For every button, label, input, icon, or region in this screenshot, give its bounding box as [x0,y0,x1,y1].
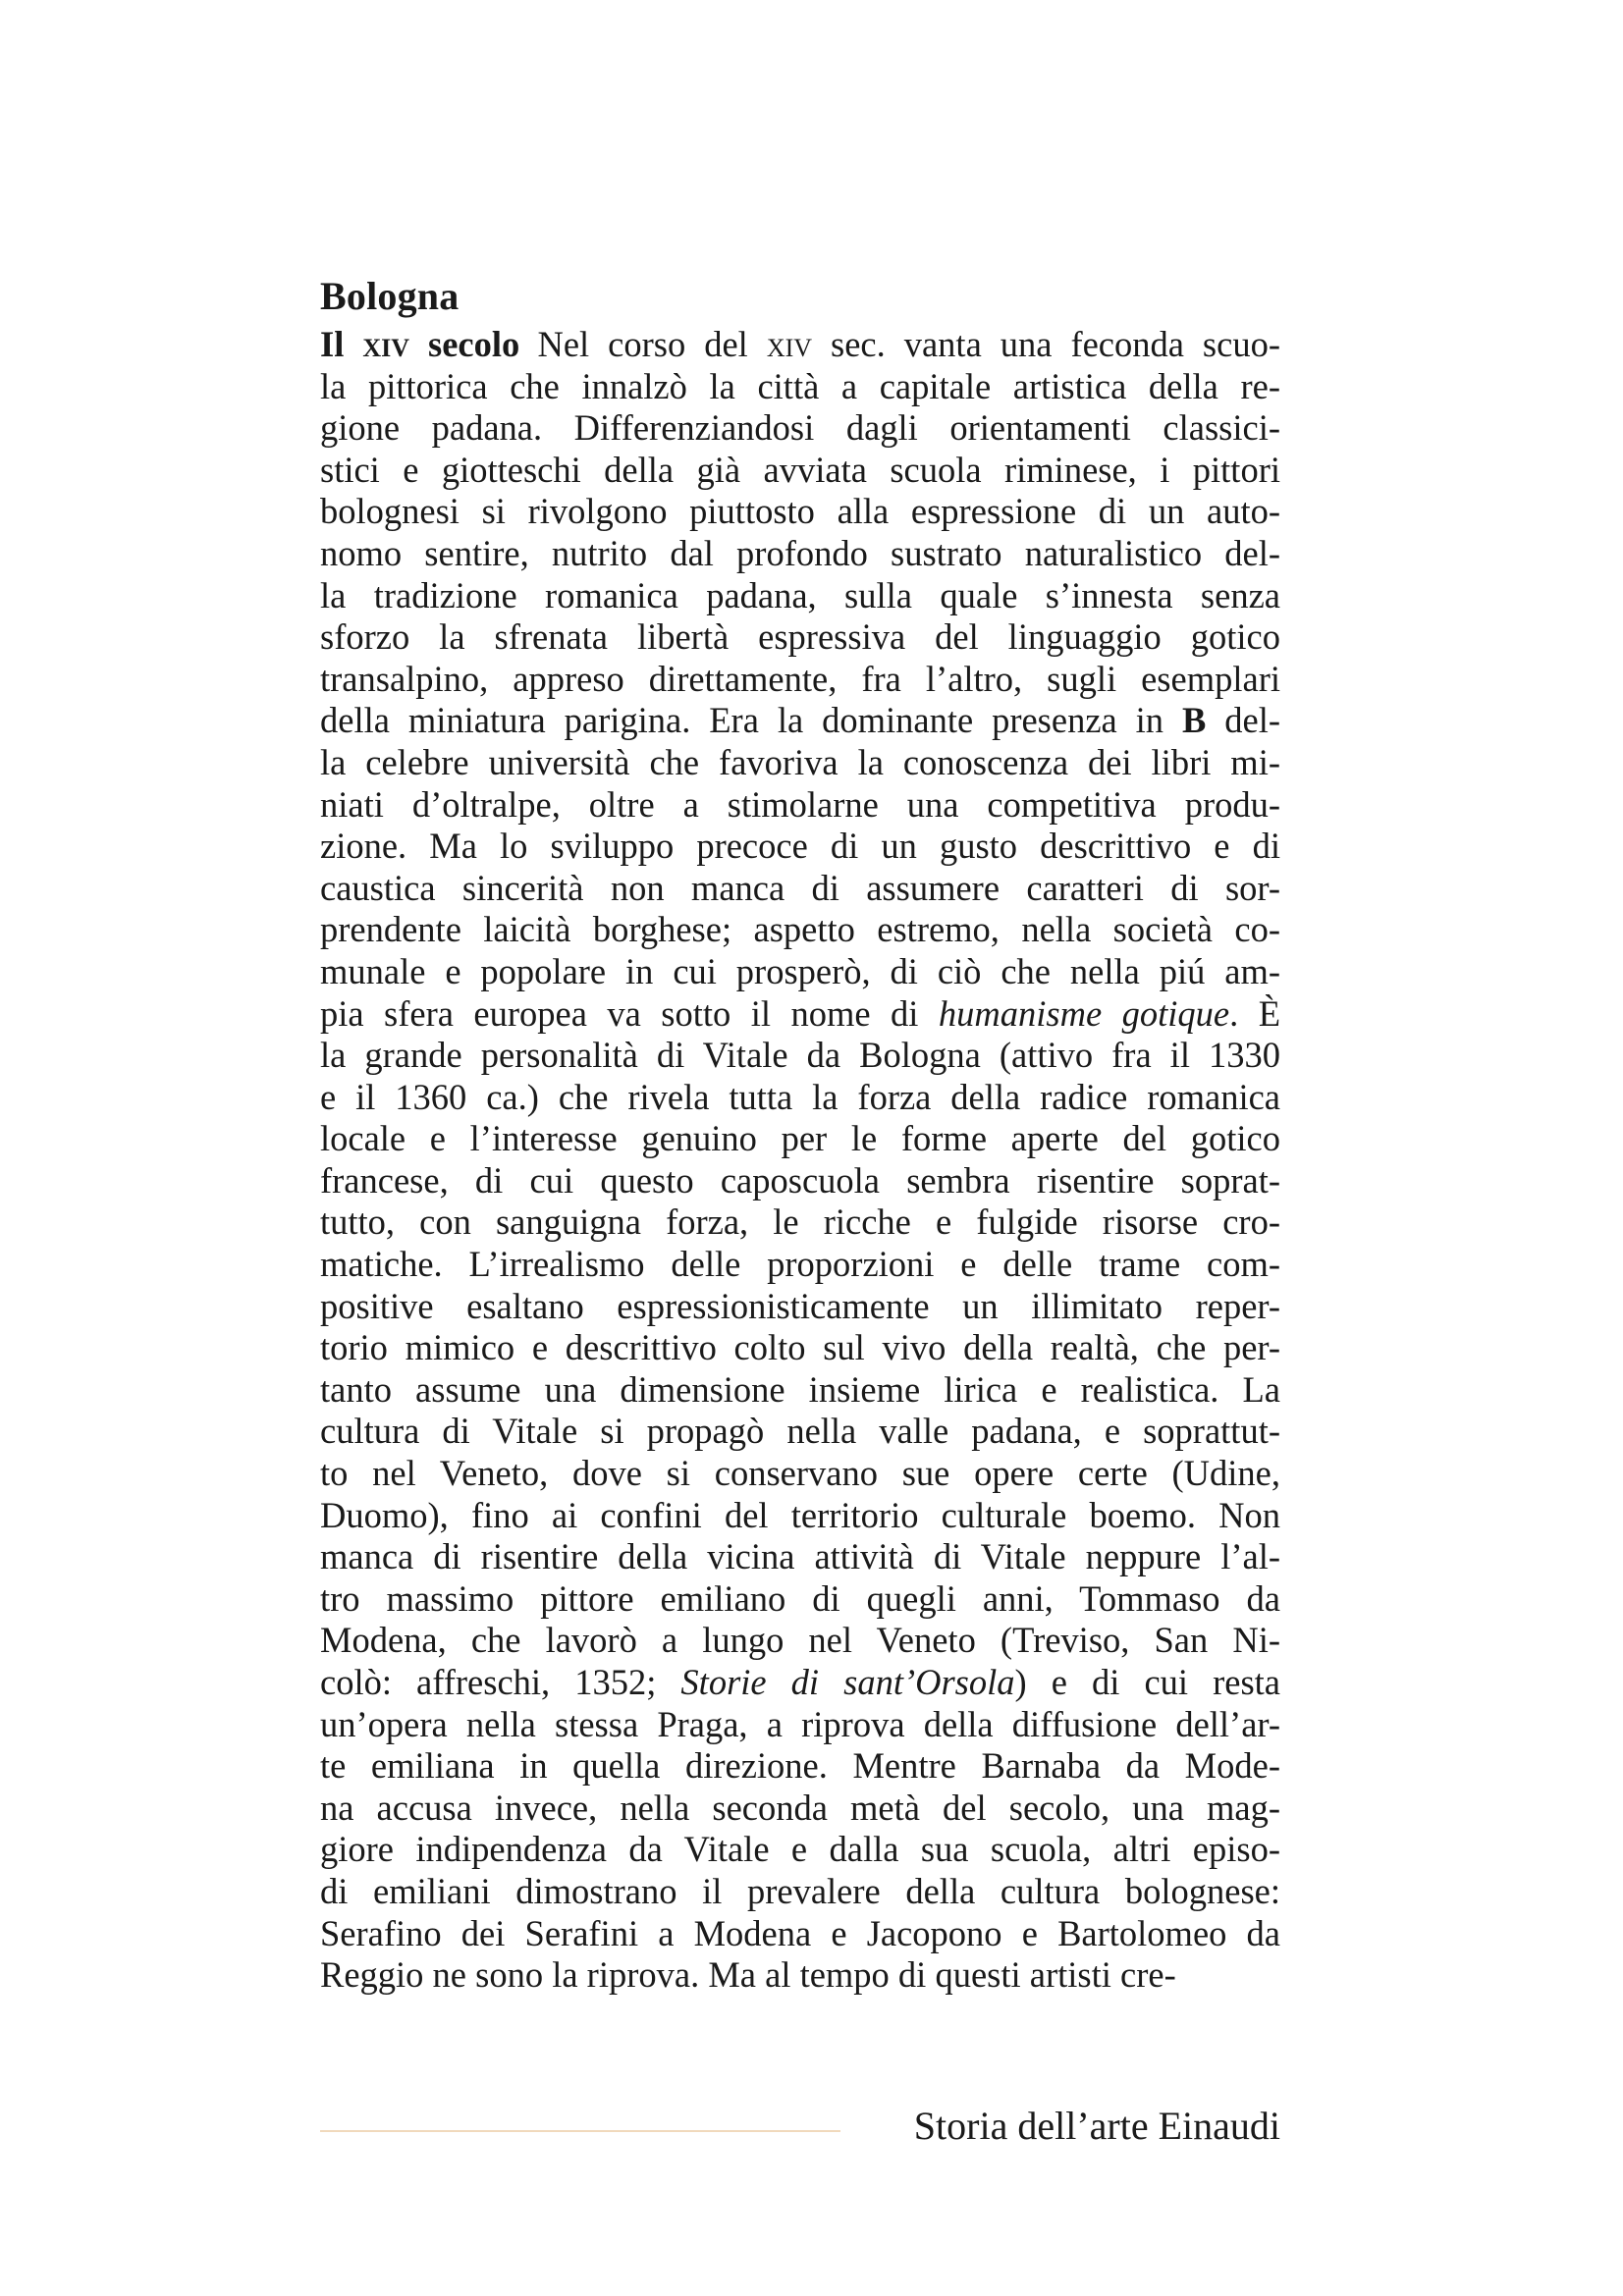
article-body [320,324,1280,1997]
text-line: Duomo), fino ai confini del territorio culturale boemo. Non [320,1494,1280,1535]
text-line: to nel Veneto, dove si conservano sue opere certe (Udine, [320,1453,1280,1494]
text-line: Modena, che lavorò a lungo nel Veneto (Treviso, San Ni- [320,1620,1280,1661]
text-line: un’opera nella stessa Praga, a riprova della diffusione dell’ar- [320,1703,1280,1744]
text-line: bolognesi si rivolgono piuttosto alla espressione di un auto- [320,491,1280,532]
text-line: stici e giotteschi della già avviata scuola riminese, i pittori [320,449,1280,490]
text-line: positive esaltano espressionisticamente un illimitato reper- [320,1285,1280,1326]
text-line: sforzo la sfrenata libertà espressiva del linguaggio gotico [320,616,1280,658]
text-line: tanto assume una dimensione insieme lirica e realistica. La [320,1368,1280,1410]
text-line: zione. Ma lo sviluppo precoce di un gusto descrittivo e di [320,826,1280,867]
text-line: colò: affreschi, 1352; Storie di sant’Orsola) e di cui resta [320,1662,1280,1702]
text-line: munale e popolare in cui prosperò, di ciò che nella piú am- [320,950,1280,991]
footer-rule [320,2130,840,2132]
footer-publisher-text: Storia dell’arte Einaudi [913,2104,1280,2148]
text-line: locale e l’interesse genuino per le forme aperte del gotico [320,1118,1280,1159]
text-line: transalpino, appreso direttamente, fra l’altro, sugli esemplari [320,658,1280,699]
text-line: matiche. L’irrealismo delle proporzioni e delle trame com- [320,1244,1280,1285]
text-line: la pittorica che innalzò la città a capitale artistica della re- [320,365,1280,406]
text-line: la tradizione romanica padana, sulla quale s’innesta senza [320,574,1280,615]
text-line: nomo sentire, nutrito dal profondo sustrato naturalistico del- [320,532,1280,573]
text-line: gione padana. Differenziandosi dagli orientamenti classici- [320,407,1280,449]
text-line: caustica sincerità non manca di assumere caratteri di sor- [320,867,1280,908]
text-line: prendente laicità borghese; aspetto estremo, nella società co- [320,909,1280,950]
text-line: giore indipendenza da Vitale e dalla sua scuola, altri episo- [320,1829,1280,1870]
text-line: francese, di cui questo caposcuola sembra risentire soprat- [320,1159,1280,1201]
text-line: la grande personalità di Vitale da Bologna (attivo fra il 1330 [320,1035,1280,1076]
text-line: torio mimico e descrittivo colto sul vivo della realtà, che per- [320,1327,1280,1368]
section-title: Bologna [320,274,460,318]
page-content [320,271,1280,1997]
text-line: niati d’oltralpe, oltre a stimolarne una competitiva produ- [320,783,1280,825]
text-line: Il xiv secolo Nel corso del xiv sec. vanta una feconda scuo- [320,324,1280,364]
text-line: cultura di Vitale si propagò nella valle padana, e soprattut- [320,1411,1280,1452]
text-line: Reggio ne sono la riprova. Ma al tempo di questi artisti cre- [320,1954,1176,1996]
page-footer [320,2097,1280,2156]
text-line: Serafino dei Serafini a Modena e Jacopono e Bartolomeo da [320,1912,1280,1953]
text-line: tro massimo pittore emiliano di quegli anni, Tommaso da [320,1577,1280,1619]
text-line: della miniatura parigina. Era la dominante presenza in B del- [320,700,1280,741]
text-line: manca di risentire della vicina attività di Vitale neppure l’al- [320,1536,1280,1577]
text-line: pia sfera europea va sotto il nome di humanisme gotique. È [320,992,1281,1034]
text-line: e il 1360 ca.) che rivela tutta la forza della radice romanica [320,1076,1280,1117]
text-line: tutto, con sanguigna forza, le ricche e fulgide risorse cro- [320,1201,1280,1243]
text-line: te emiliana in quella direzione. Mentre Barnaba da Mode- [320,1745,1280,1787]
text-line: di emiliani dimostrano il prevalere della cultura bolognese: [320,1870,1280,1911]
text-line: la celebre università che favoriva la conoscenza dei libri mi- [320,741,1280,782]
subsection-heading: Il xiv secolo [320,324,520,364]
text-line: na accusa invece, nella seconda metà del secolo, una mag- [320,1787,1280,1828]
